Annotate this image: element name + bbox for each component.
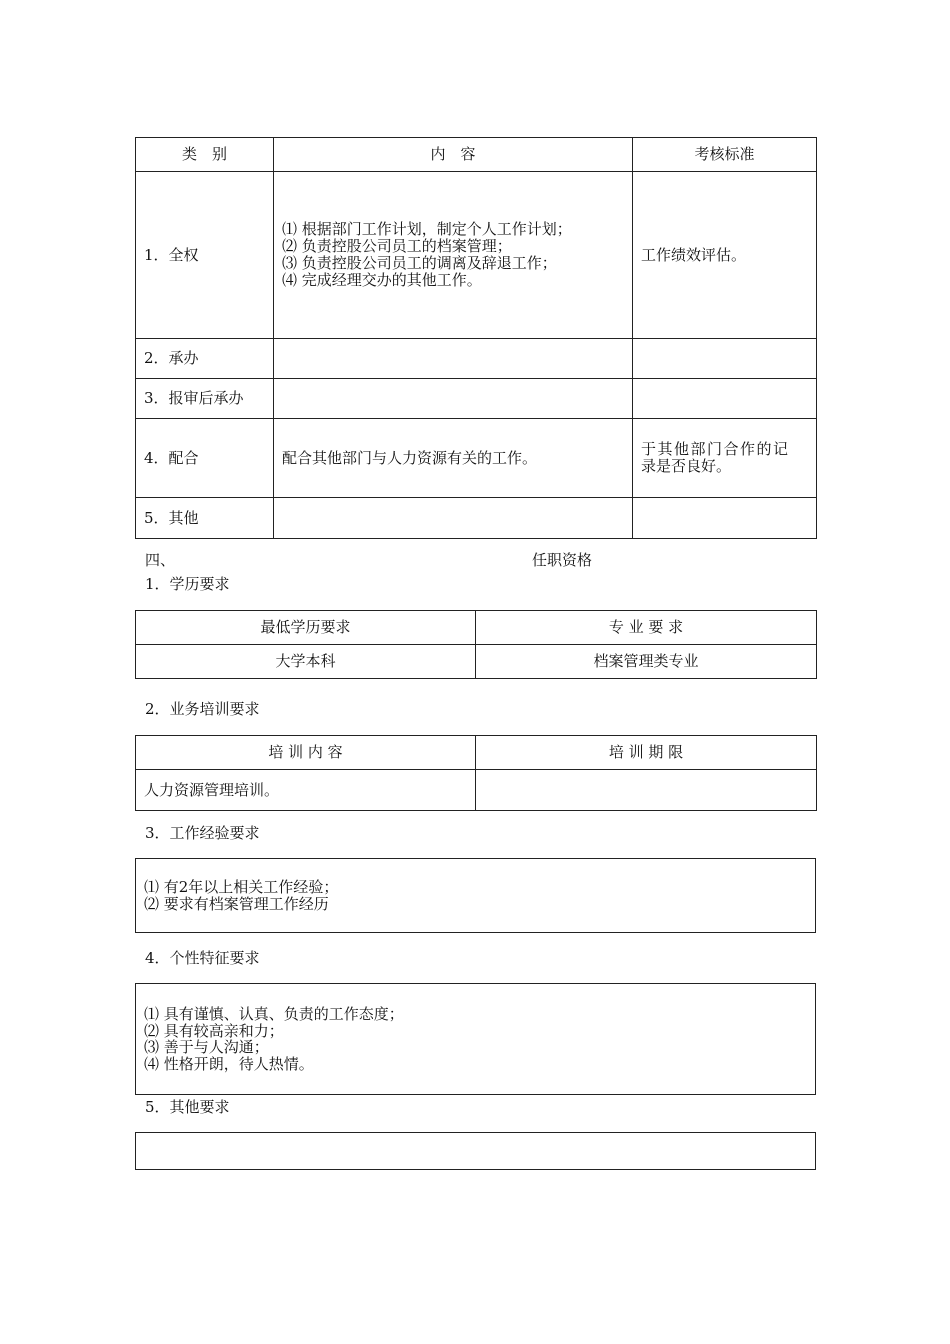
row-category: 1．全权 [136, 172, 274, 339]
content-line: 配合其他部门与人力资源有关的工作。 [282, 448, 538, 467]
row-standard [633, 339, 817, 379]
education-heading: 1．学历要求 [145, 575, 230, 593]
standard-line: 于其他部门合作的记 [641, 440, 790, 458]
training-value-period [476, 770, 817, 811]
training-header-period: 培 训 期 限 [476, 736, 817, 770]
header-category: 类 别 [136, 138, 274, 172]
education-value-level: 大学本科 [136, 645, 476, 679]
other-box [135, 1132, 816, 1170]
experience-box [135, 858, 816, 933]
header-content: 内 容 [274, 138, 633, 172]
table-row [136, 419, 817, 498]
row-category: 4．配合 [136, 419, 274, 498]
training-header-content: 培 训 内 容 [136, 736, 476, 770]
row-standard [633, 498, 817, 539]
table-row [136, 498, 817, 539]
duty-table [135, 137, 817, 539]
personality-heading: 4．个性特征要求 [145, 949, 260, 967]
row-standard [633, 172, 817, 339]
table-row [136, 736, 817, 770]
education-value-major: 档案管理类专业 [476, 645, 817, 679]
row-category: 5．其他 [136, 498, 274, 539]
experience-line: ⑵ 要求有档案管理工作经历 [144, 894, 329, 913]
row-content [274, 172, 633, 339]
table-row [136, 611, 817, 645]
other-heading: 5．其他要求 [145, 1098, 230, 1116]
row-content [274, 379, 633, 419]
table-row [136, 645, 817, 679]
row-category: 2．承办 [136, 339, 274, 379]
row-content [274, 498, 633, 539]
content-line: ⑷ 完成经理交办的其他工作。 [282, 271, 482, 289]
row-standard [633, 419, 817, 498]
row-standard [633, 379, 817, 419]
table-row [136, 379, 817, 419]
personality-line: ⑴ 具有谨慎、认真、负责的工作态度； [144, 1005, 404, 1023]
content-line: ⑶ 负责控股公司员工的调离及辞退工作； [282, 254, 557, 272]
row-category: 3．报审后承办 [136, 379, 274, 419]
content-line: ⑴ 根据部门工作计划，制定个人工作计划； [282, 220, 572, 238]
training-value-content: 人力资源管理培训。 [136, 770, 476, 811]
table-row [136, 172, 817, 339]
personality-line: ⑷ 性格开朗，待人热情。 [144, 1054, 314, 1073]
experience-line: ⑴ 有2年以上相关工作经验； [144, 877, 339, 896]
duty-table-header-row [136, 138, 817, 172]
content-line: ⑵ 负责控股公司员工的档案管理； [282, 237, 512, 255]
standard-line: 录是否良好。 [641, 457, 732, 475]
row-content [274, 339, 633, 379]
personality-line: ⑵ 具有较高亲和力； [144, 1021, 284, 1040]
training-table [135, 735, 817, 811]
row-content [274, 419, 633, 498]
standard-line: 工作绩效评估。 [641, 245, 747, 264]
personality-box [135, 983, 816, 1095]
experience-heading: 3．工作经验要求 [145, 824, 260, 842]
personality-line: ⑶ 善于与人沟通； [144, 1038, 269, 1056]
table-row [136, 770, 817, 811]
education-header-major: 专 业 要 求 [476, 611, 817, 645]
table-row [136, 339, 817, 379]
education-header-level: 最低学历要求 [136, 611, 476, 645]
section-number: 四、 [145, 551, 176, 569]
education-table [135, 610, 817, 679]
section-title: 任职资格 [532, 551, 593, 569]
training-heading: 2．业务培训要求 [145, 700, 260, 718]
header-standard: 考核标准 [633, 138, 817, 172]
